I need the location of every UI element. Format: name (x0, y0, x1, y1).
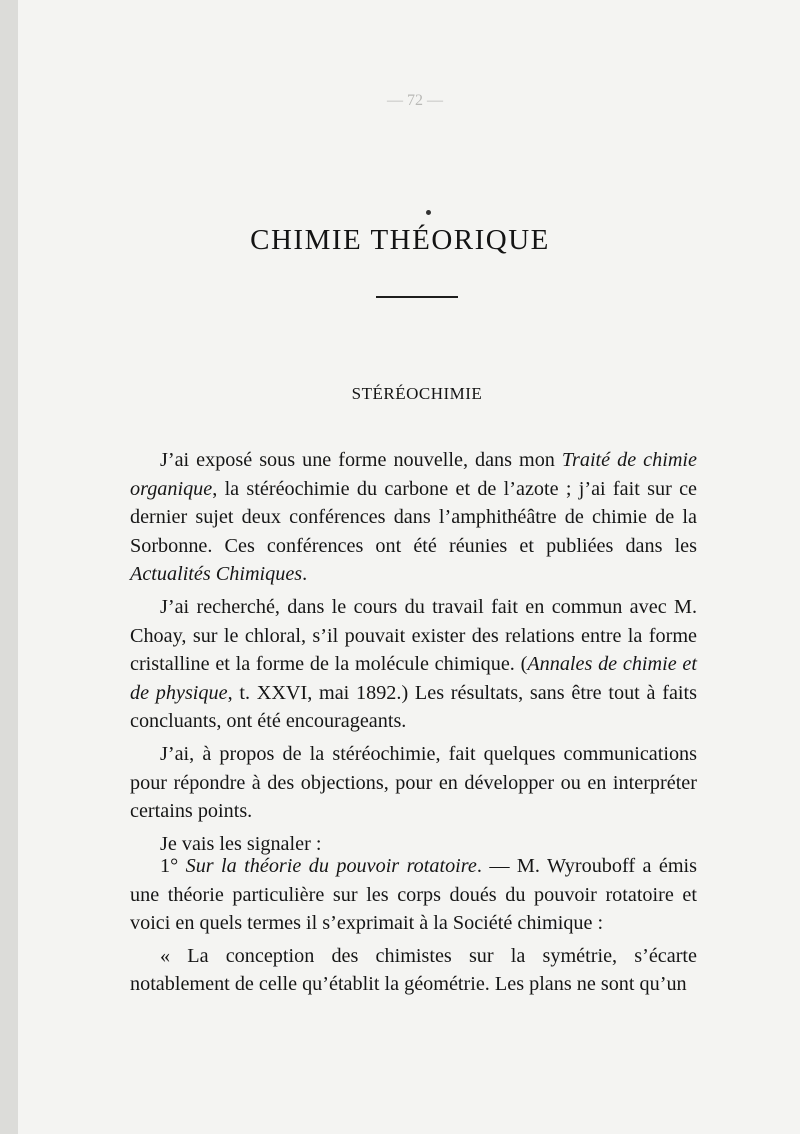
page-edge (0, 0, 18, 1134)
journal-title: Annales de chimie et de physique (130, 653, 697, 704)
title-rule (376, 296, 458, 298)
text-run: . (302, 563, 308, 586)
paragraph-4: Je vais les signaler : (160, 832, 322, 855)
book-title: Traité de chimie organique (130, 449, 697, 500)
body-section-2 (130, 852, 697, 999)
paragraph-5 (130, 852, 697, 938)
text-run: J’ai recherché, dans le cours du travail fait en commun avec M. Choay, sur le chloral, s’il pouvait exister des relations entre la forme cristalline et la forme de la molécule chimique. ( (130, 595, 697, 676)
text-run: J’ai exposé sous une forme nouvelle, dans mon (160, 449, 562, 471)
paragraph-1 (130, 446, 697, 589)
text-run: , t. XXVI, mai 1892.) Les résultats, sans être tout à faits concluants, ont été encourageants. (130, 681, 697, 733)
paragraph-2 (130, 593, 697, 736)
paragraph-6: « La conception des chimistes sur la symétrie, s’écarte notablement de celle qu’établit la géométrie. Les plans ne sont qu’un (130, 944, 697, 996)
text-run: , la stéréochimie du carbone et de l’azote ; j’ai fait sur ce dernier sujet deux conférences dans l’amphithéâtre de chimie de la Sorbonne. Ces conférences ont été réunies et publiées dans les (130, 477, 697, 557)
ornament-dot (426, 210, 431, 215)
text-run: 1° (160, 855, 186, 877)
page-number: — 72 — (387, 92, 443, 109)
text-run: . — M. Wyrouboff a émis une théorie particulière sur les corps doués du pouvoir rotatoire et voici en quels termes il s’exprimait à la Société chimique : (130, 855, 697, 935)
topic-title: Sur la théorie du pouvoir rotatoire (185, 855, 477, 877)
paragraph-3: J’ai, à propos de la stéréochimie, fait quelques communications pour répondre à des objections, pour en développer ou en interpréter certains points. (130, 742, 697, 823)
page-title: CHIMIE THÉORIQUE (250, 224, 550, 256)
section-heading: STÉRÉOCHIMIE (351, 384, 483, 403)
body-section-1 (130, 446, 697, 858)
publication-title: Actualités Chimiques (130, 563, 303, 586)
